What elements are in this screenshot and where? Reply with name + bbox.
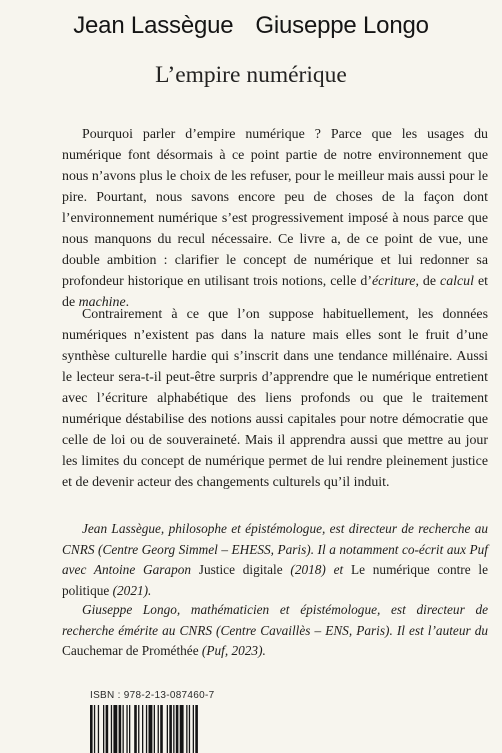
bio-1-book-1: Justice digitale xyxy=(198,562,283,577)
bio-1-text-b: (2018) et xyxy=(282,562,351,577)
blurb-paragraph-1 xyxy=(62,124,488,313)
barcode-bar xyxy=(186,705,187,753)
bio-2-text-a: Giuseppe Longo, mathématicien et épistémologue, est directeur de recherche émérite au CNRS (Centre Cavaillès – ENS, Paris). Il est l’auteur du xyxy=(62,602,488,638)
isbn-label: ISBN : 978-2-13-087460-7 xyxy=(90,690,215,701)
barcode-bar xyxy=(106,705,109,753)
author-1: Jean Lassègue xyxy=(73,12,234,39)
paragraph-1-em-1: écriture xyxy=(371,274,416,289)
barcode-bar xyxy=(138,705,139,753)
barcode-bar xyxy=(119,705,122,753)
barcode-bar xyxy=(146,705,147,753)
barcode-bar xyxy=(158,705,159,753)
book-title: L’empire numérique xyxy=(155,62,347,88)
barcode-bar xyxy=(195,705,198,753)
barcode-bar xyxy=(193,705,194,753)
author-2: Giuseppe Longo xyxy=(255,12,429,39)
barcode-bar xyxy=(134,705,137,753)
barcode-bar xyxy=(154,705,155,753)
barcode-bar xyxy=(98,705,99,753)
barcode-bar xyxy=(160,705,163,753)
barcode-bar xyxy=(123,705,124,753)
barcode-bar xyxy=(142,705,143,753)
bio-1-book-2: Le numérique contre le politique xyxy=(62,562,488,598)
blurb-paragraph-2: Contrairement à ce que l’on suppose habituellement, les données numériques n’existent pas dans la nature mais elles sont le fruit d’une synthèse culturelle hardie qui s’inscrit dans une tendance millénaire. Aussi le lecteur sera-t-il peut-être surpris d’apprendre que le numérique entretient avec l’écriture alphabétique des liens profonds ou que le traitement numérique déstabilise des notions aussi capitales pour notre démocratie que celle de loi ou de souveraineté. Mais il apprendra aussi que mettre au jour les limites du concept de numérique permet de lui rendre pleinement justice et de devenir acteur des changements culturels qu’il induit. xyxy=(62,307,488,490)
barcode-bar xyxy=(103,705,104,753)
barcode-bar xyxy=(189,705,190,753)
barcode-bar xyxy=(149,705,153,753)
barcode-bar xyxy=(129,705,130,753)
bio-2-text-b: (Puf, 2023). xyxy=(198,643,266,658)
barcode-bar xyxy=(111,705,112,753)
paragraph-1-text-a: Pourquoi parler d’empire numérique ? Parce que les usages du numérique font désormais à ce point partie de notre environnement que nous n’avons plus le choix de les refuser, pour le meilleur mais aussi pour le pire. Pourtant, nous savons encore peu de choses de la façon dont l’environnement numérique s’est progressivement imposé à nous parce que nous manquons du recul nécessaire. Ce livre a, de ce point de vue, une double ambition : clarifier le concept de numérique et lui redonner sa profondeur historique en utilisant trois notions, celle d’ xyxy=(62,127,488,289)
author-bio-1 xyxy=(62,519,488,601)
paragraph-1-text-c: et de xyxy=(62,274,489,310)
paragraph-1-em-3: machine xyxy=(78,295,126,310)
bio-1-text-a: Jean Lassègue, philosophe et épistémologue, est directeur de recherche au CNRS (Centre Georg Simmel – EHESS, Paris). Il a notamment co-écrit aux Puf avec Antoine Garapon xyxy=(62,521,488,577)
paragraph-1-em-2: calcul xyxy=(440,274,474,289)
paragraph-1-text-b: , de xyxy=(415,274,441,289)
bio-2-book-1: Cauchemar de Prométhée xyxy=(62,643,199,658)
barcode-bar xyxy=(176,705,179,753)
bio-1-text-c: (2021). xyxy=(109,582,152,598)
barcode-bar xyxy=(90,705,93,753)
barcode-bar xyxy=(173,705,174,753)
barcode-bar xyxy=(94,705,95,753)
barcode-bar xyxy=(169,705,172,753)
barcode-bar xyxy=(126,705,127,753)
barcode xyxy=(88,705,252,753)
authors xyxy=(0,12,502,40)
paragraph-1-text-d: . xyxy=(125,295,130,310)
barcode-bar xyxy=(180,705,184,753)
author-bio-2 xyxy=(62,600,488,662)
barcode-bar xyxy=(113,705,117,753)
barcode-bar xyxy=(167,705,168,753)
